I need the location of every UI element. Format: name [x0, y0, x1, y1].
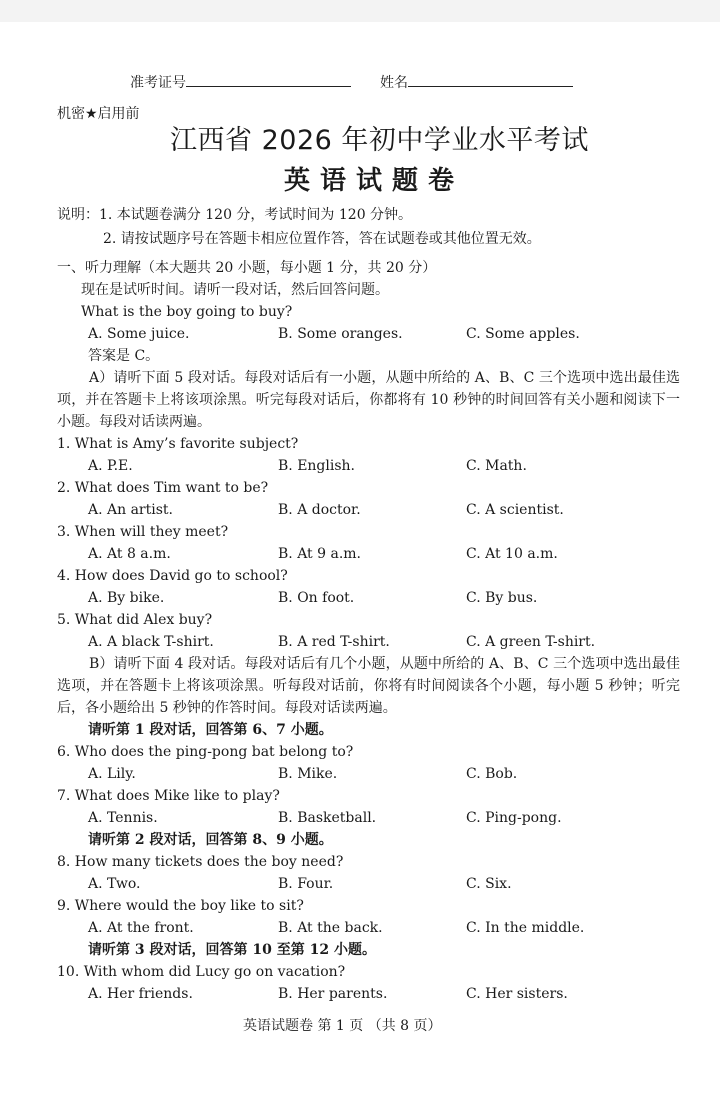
q7-option-a: A. Tennis. — [88, 810, 158, 826]
top-band — [0, 0, 720, 22]
question-10: 10. With whom did Lucy go on vacation? — [57, 964, 346, 980]
q6-option-b: B. Mike. — [278, 766, 338, 782]
q3-option-c: C. At 10 a.m. — [466, 546, 558, 562]
part-b-instructions: B）请听下面 4 段对话。每段对话后有几个小题，从题中所给的 A、B、C 三个选项中选出最佳选项，并在答题卡上将该项涂黑。听每段对话前，你将有时间阅读各个小题，每小题 5 秒钟；听完后，各小题给出 5 秒钟的作答时间。每段对话读两遍。 — [57, 656, 680, 716]
name-row — [380, 72, 573, 92]
q9-option-b: B. At the back. — [278, 920, 383, 936]
q5-option-a: A. A black T-shirt. — [88, 634, 214, 650]
q7-option-b: B. Basketball. — [278, 810, 377, 826]
q10-option-b: B. Her parents. — [278, 986, 388, 1002]
q5-option-b: B. A red T-shirt. — [278, 634, 390, 650]
q2-option-b: B. A doctor. — [278, 502, 361, 518]
q10-option-c: C. Her sisters. — [466, 986, 568, 1002]
instruction-line-1: 说明：1. 本试题卷满分 120 分，考试时间为 120 分钟。 — [57, 207, 413, 223]
instruction-line-2: 2. 请按试题序号在答题卡相应位置作答，答在试题卷或其他位置无效。 — [103, 231, 541, 247]
name-label: 姓名 — [380, 75, 408, 91]
sample-option-c: C. Some apples. — [466, 326, 580, 342]
q8-option-a: A. Two. — [88, 876, 141, 892]
q8-option-c: C. Six. — [466, 876, 512, 892]
dialog-1-heading: 请听第 1 段对话，回答第 6、7 小题。 — [88, 722, 333, 738]
q10-option-a: A. Her friends. — [88, 986, 193, 1002]
part-a-instructions: A）请听下面 5 段对话。每段对话后有一小题，从题中所给的 A、B、C 三个选项中选出最佳选项，并在答题卡上将该项涂黑。听完每段对话后，你都将有 10 秒钟的时间回答有关小题和阅读下一小题。每段对话读两遍。 — [57, 370, 680, 430]
exam-id-label: 准考证号 — [130, 75, 186, 91]
question-2: 2. What does Tim want to be? — [57, 480, 269, 496]
page-title: 江西省 2026 年初中学业水平考试 — [170, 125, 589, 156]
q7-option-c: C. Ping-pong. — [466, 810, 562, 826]
sample-answer: 答案是 C。 — [88, 348, 160, 364]
name-blank — [408, 72, 573, 87]
q2-option-c: C. A scientist. — [466, 502, 564, 518]
question-9: 9. Where would the boy like to sit? — [57, 898, 304, 914]
question-8: 8. How many tickets does the boy need? — [57, 854, 344, 870]
q6-option-a: A. Lily. — [88, 766, 136, 782]
question-1: 1. What is Amy’s favorite subject? — [57, 436, 299, 452]
q3-option-a: A. At 8 a.m. — [88, 546, 171, 562]
sample-option-b: B. Some oranges. — [278, 326, 403, 342]
q2-option-a: A. An artist. — [88, 502, 173, 518]
q6-option-c: C. Bob. — [466, 766, 518, 782]
page-subtitle: 英语试题卷 — [284, 166, 465, 196]
question-4: 4. How does David go to school? — [57, 568, 288, 584]
q1-option-a: A. P.E. — [88, 458, 133, 474]
q4-option-b: B. On foot. — [278, 590, 355, 606]
exam-id-blank — [186, 72, 351, 87]
question-7: 7. What does Mike like to play? — [57, 788, 280, 804]
q1-option-c: C. Math. — [466, 458, 527, 474]
dialog-3-heading: 请听第 3 段对话，回答第 10 至第 12 小题。 — [88, 942, 376, 958]
q8-option-b: B. Four. — [278, 876, 334, 892]
q1-option-b: B. English. — [278, 458, 355, 474]
sample-option-a: A. Some juice. — [88, 326, 190, 342]
question-5: 5. What did Alex buy? — [57, 612, 213, 628]
dialog-2-heading: 请听第 2 段对话，回答第 8、9 小题。 — [88, 832, 333, 848]
section-heading: 一、听力理解（本大题共 20 小题，每小题 1 分，共 20 分） — [57, 260, 437, 276]
section-intro: 现在是试听时间。请听一段对话，然后回答问题。 — [81, 282, 389, 298]
q5-option-c: C. A green T-shirt. — [466, 634, 596, 650]
page-footer: 英语试题卷 第 1 页 （共 8 页） — [243, 1018, 442, 1034]
secret-mark: 机密★启用前 — [57, 106, 140, 122]
question-6: 6. Who does the ping-pong bat belong to? — [57, 744, 354, 760]
sample-question: What is the boy going to buy? — [81, 304, 293, 320]
question-3: 3. When will they meet? — [57, 524, 229, 540]
q4-option-c: C. By bus. — [466, 590, 538, 606]
q4-option-a: A. By bike. — [88, 590, 165, 606]
q9-option-a: A. At the front. — [88, 920, 194, 936]
q9-option-c: C. In the middle. — [466, 920, 585, 936]
exam-id-row — [130, 72, 351, 92]
q3-option-b: B. At 9 a.m. — [278, 546, 362, 562]
